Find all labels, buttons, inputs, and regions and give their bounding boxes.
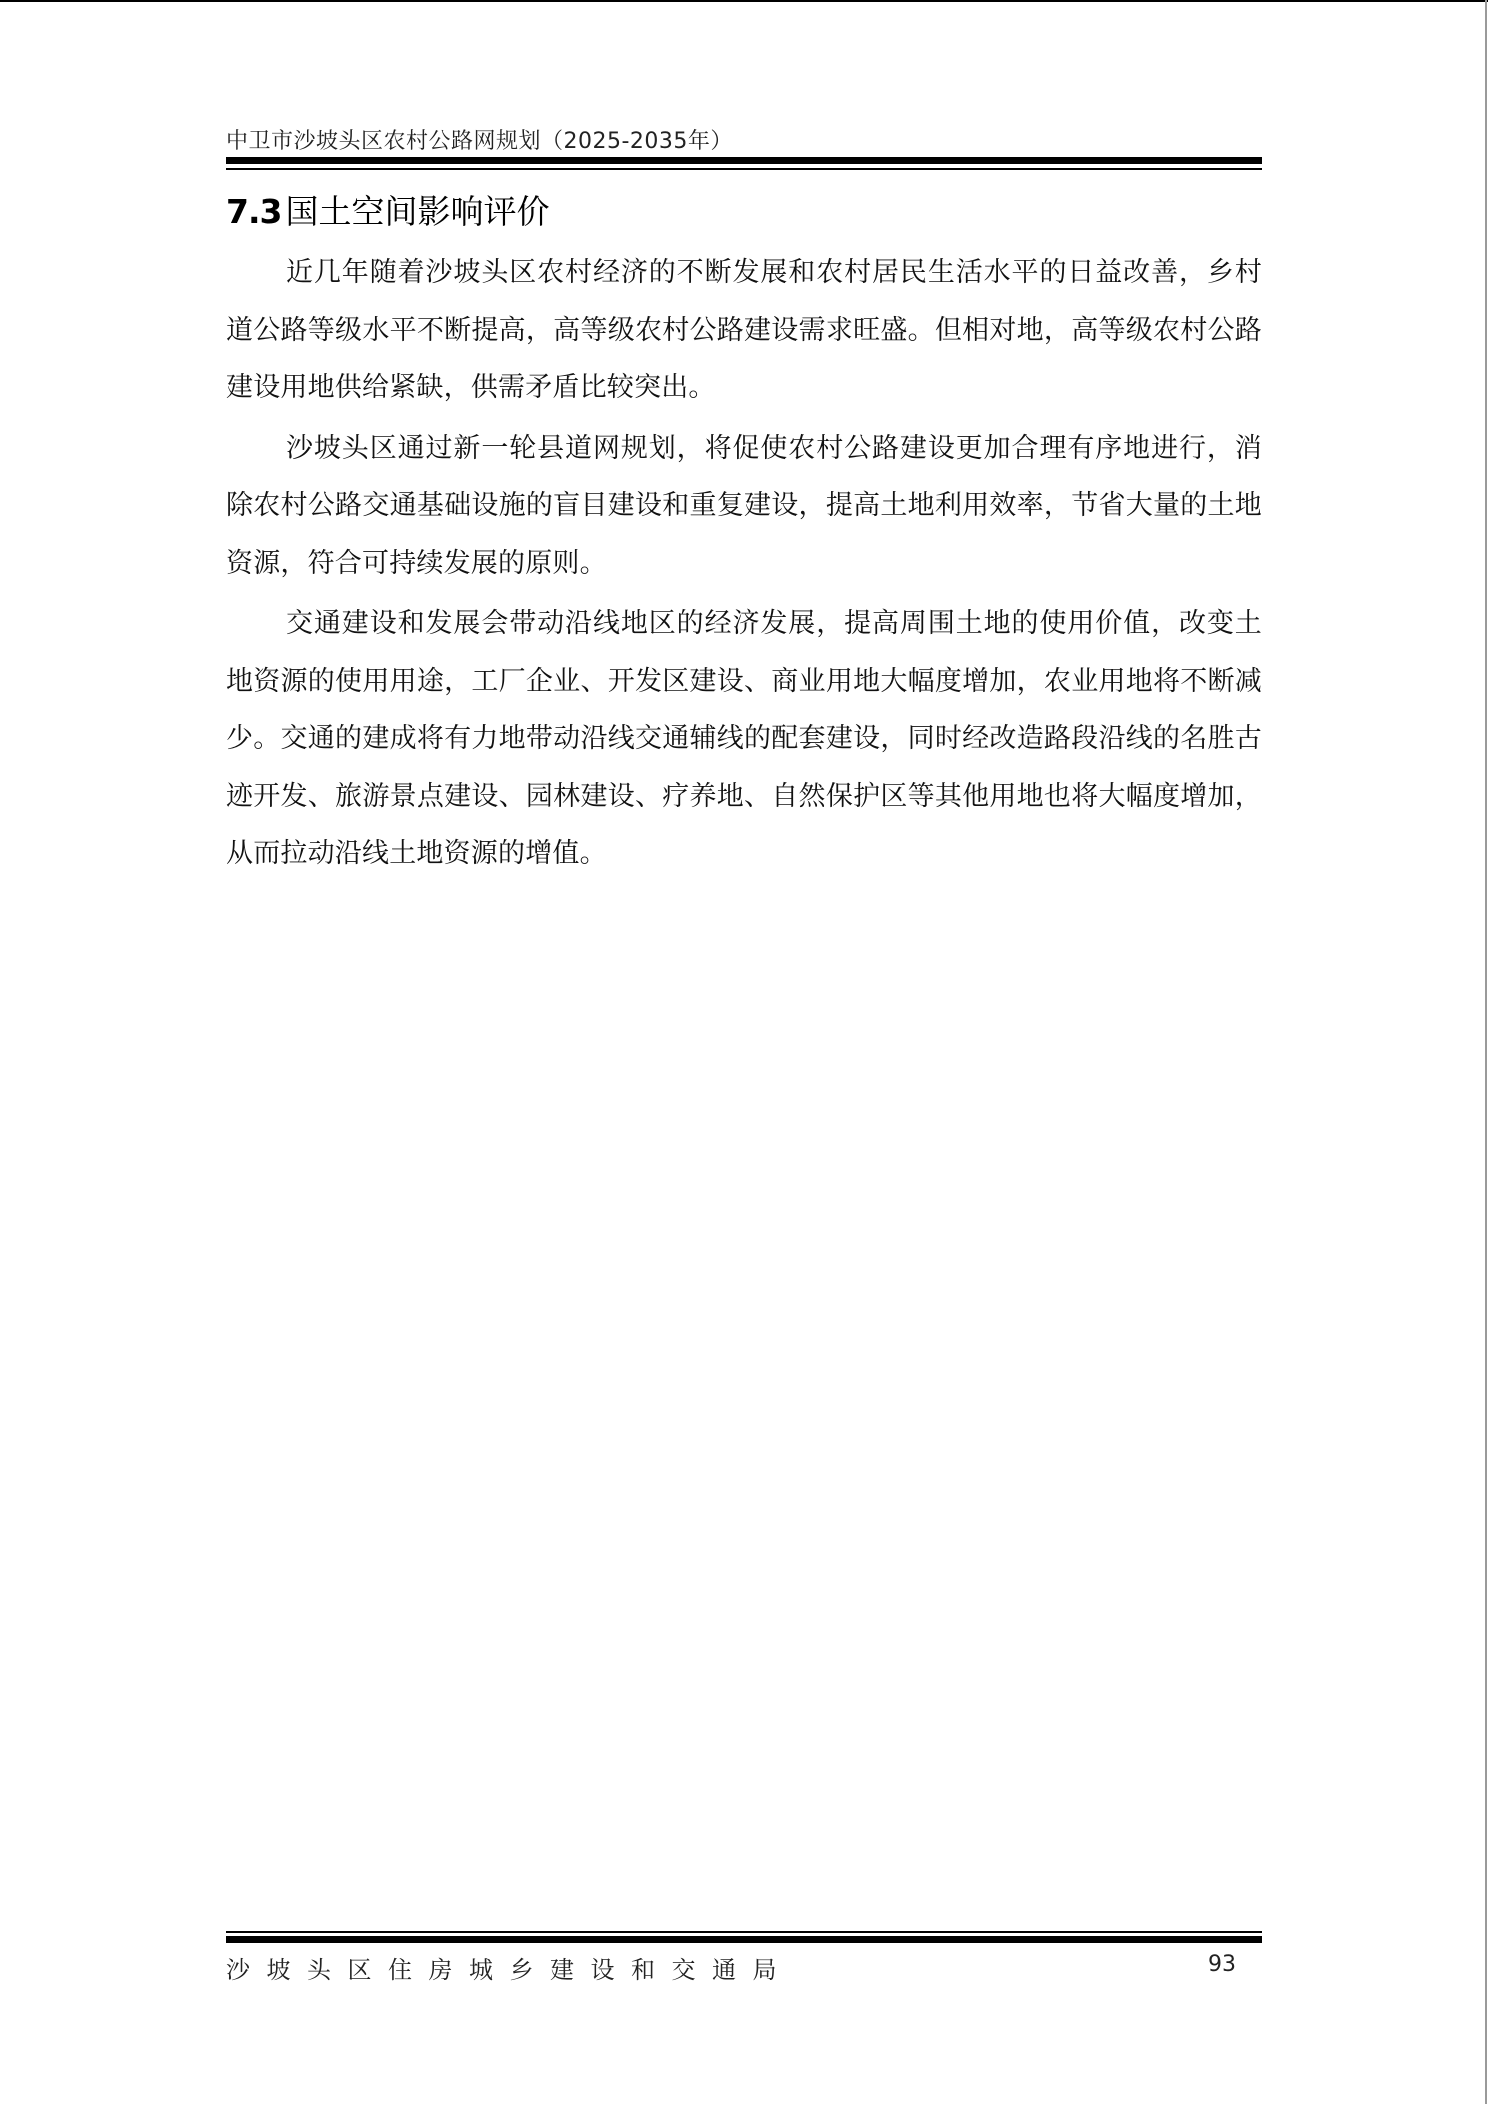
section-number: 7.3 bbox=[226, 192, 282, 231]
header-rule-thick bbox=[226, 157, 1262, 164]
paragraph: 近几年随着沙坡头区农村经济的不断发展和农村居民生活水平的日益改善，乡村道公路等级水平不断提高，高等级农村公路建设需求旺盛。但相对地，高等级农村公路建设用地供给紧缺，供需矛盾比较突出。 bbox=[226, 257, 1262, 403]
page-number: 93 bbox=[1208, 1952, 1236, 1977]
section-heading bbox=[226, 186, 549, 233]
footer-organization: 沙坡头区住房城乡建设和交通局 bbox=[226, 1956, 793, 1984]
paragraph: 沙坡头区通过新一轮县道网规划，将促使农村公路建设更加合理有序地进行，消除农村公路交通基础设施的盲目建设和重复建设，提高土地利用效率，节省大量的土地资源，符合可持续发展的原则。 bbox=[226, 432, 1262, 579]
page-top-border bbox=[0, 0, 1488, 2]
footer-rule-thin bbox=[226, 1931, 1262, 1933]
footer-rule-thick bbox=[226, 1936, 1262, 1943]
body-text bbox=[226, 244, 1262, 886]
header-rule-thin bbox=[226, 168, 1262, 170]
section-title: 国土空间影响评价 bbox=[285, 192, 550, 231]
paragraph: 交通建设和发展会带动沿线地区的经济发展，提高周围土地的使用价值，改变土地资源的使用用途，工厂企业、开发区建设、商业用地大幅度增加，农业用地将不断减少。交通的建成将有力地带动沿线交通辅线的配套建设，同时经改造路段沿线的名胜古迹开发、旅游景点建设、园林建设、疗养地、自然保护区等其他用地也将大幅度增加，从而拉动沿线土地资源的增值。 bbox=[226, 608, 1262, 869]
running-header-title: 中卫市沙坡头区农村公路网规划（2025-2035年） bbox=[226, 129, 733, 154]
page-right-border bbox=[1485, 0, 1487, 2104]
